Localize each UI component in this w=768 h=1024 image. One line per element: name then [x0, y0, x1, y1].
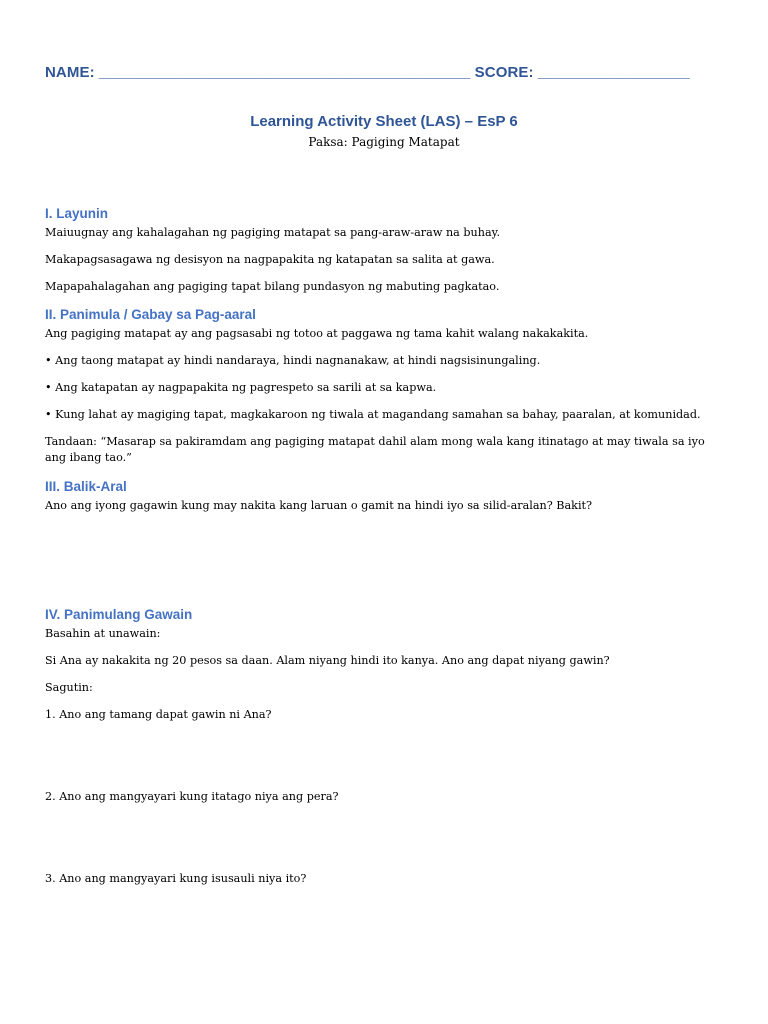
section-heading-panimula: II. Panimula / Gabay sa Pag-aaral	[45, 307, 256, 322]
section-heading-balik-aral: III. Balik-Aral	[45, 479, 127, 494]
section-heading-gawain: IV. Panimulang Gawain	[45, 607, 193, 622]
panimula-bullet: • Ang taong matapat ay hindi nandaraya, hindi nagnanakaw, at hindi nagsisinungaling.	[45, 354, 541, 367]
panimula-bullet: • Ang katapatan ay nagpapakita ng pagrespeto sa sarili at sa kapwa.	[45, 381, 437, 394]
page-subtitle: Paksa: Pagiging Matapat	[308, 135, 460, 149]
panimula-line: Ang pagiging matapat ay ang pagsasabi ng totoo at paggawa ng tama kahit walang nakakakita.	[45, 327, 589, 340]
balik-aral-question: Ano ang iyong gagawin kung may nakita kang laruan o gamit na hindi iyo sa silid-aralan? Bakit?	[45, 499, 593, 512]
panimula-bullet: • Kung lahat ay magiging tapat, magkakaroon ng tiwala at magandang samahan sa bahay, paaralan, at komunidad.	[45, 408, 701, 421]
layunin-line: Makapagsasagawa ng desisyon na nagpapakita ng katapatan sa salita at gawa.	[45, 253, 495, 266]
gawain-line: Si Ana ay nakakita ng 20 pesos sa daan. Alam niyang hindi ito kanya. Ano ang dapat niyang gawin?	[45, 654, 610, 667]
gawain-line: Basahin at unawain:	[45, 627, 161, 640]
page-title: Learning Activity Sheet (LAS) – EsP 6	[250, 113, 518, 130]
gawain-question-2: 2. Ano ang mangyayari kung itatago niya ang pera?	[45, 790, 339, 803]
panimula-tandaan: Tandaan: “Masarap sa pakiramdam ang pagiging matapat dahil alam mong wala kang itinatago at may tiwala sa iyo ang ibang tao.”	[45, 435, 705, 464]
layunin-line: Mapapahalagahan ang pagiging tapat bilang pundasyon ng mabuting pagkatao.	[45, 280, 500, 293]
section-heading-layunin: I. Layunin	[45, 206, 109, 221]
gawain-question-3: 3. Ano ang mangyayari kung isusauli niya ito?	[45, 872, 307, 885]
layunin-line: Maiuugnay ang kahalagahan ng pagiging matapat sa pang-araw-araw na buhay.	[45, 226, 501, 239]
gawain-line: Sagutin:	[45, 681, 93, 694]
name-score-line[interactable]: NAME: ____________________________________________ SCORE: __________________	[45, 64, 690, 81]
gawain-question-1: 1. Ano ang tamang dapat gawin ni Ana?	[45, 708, 272, 721]
